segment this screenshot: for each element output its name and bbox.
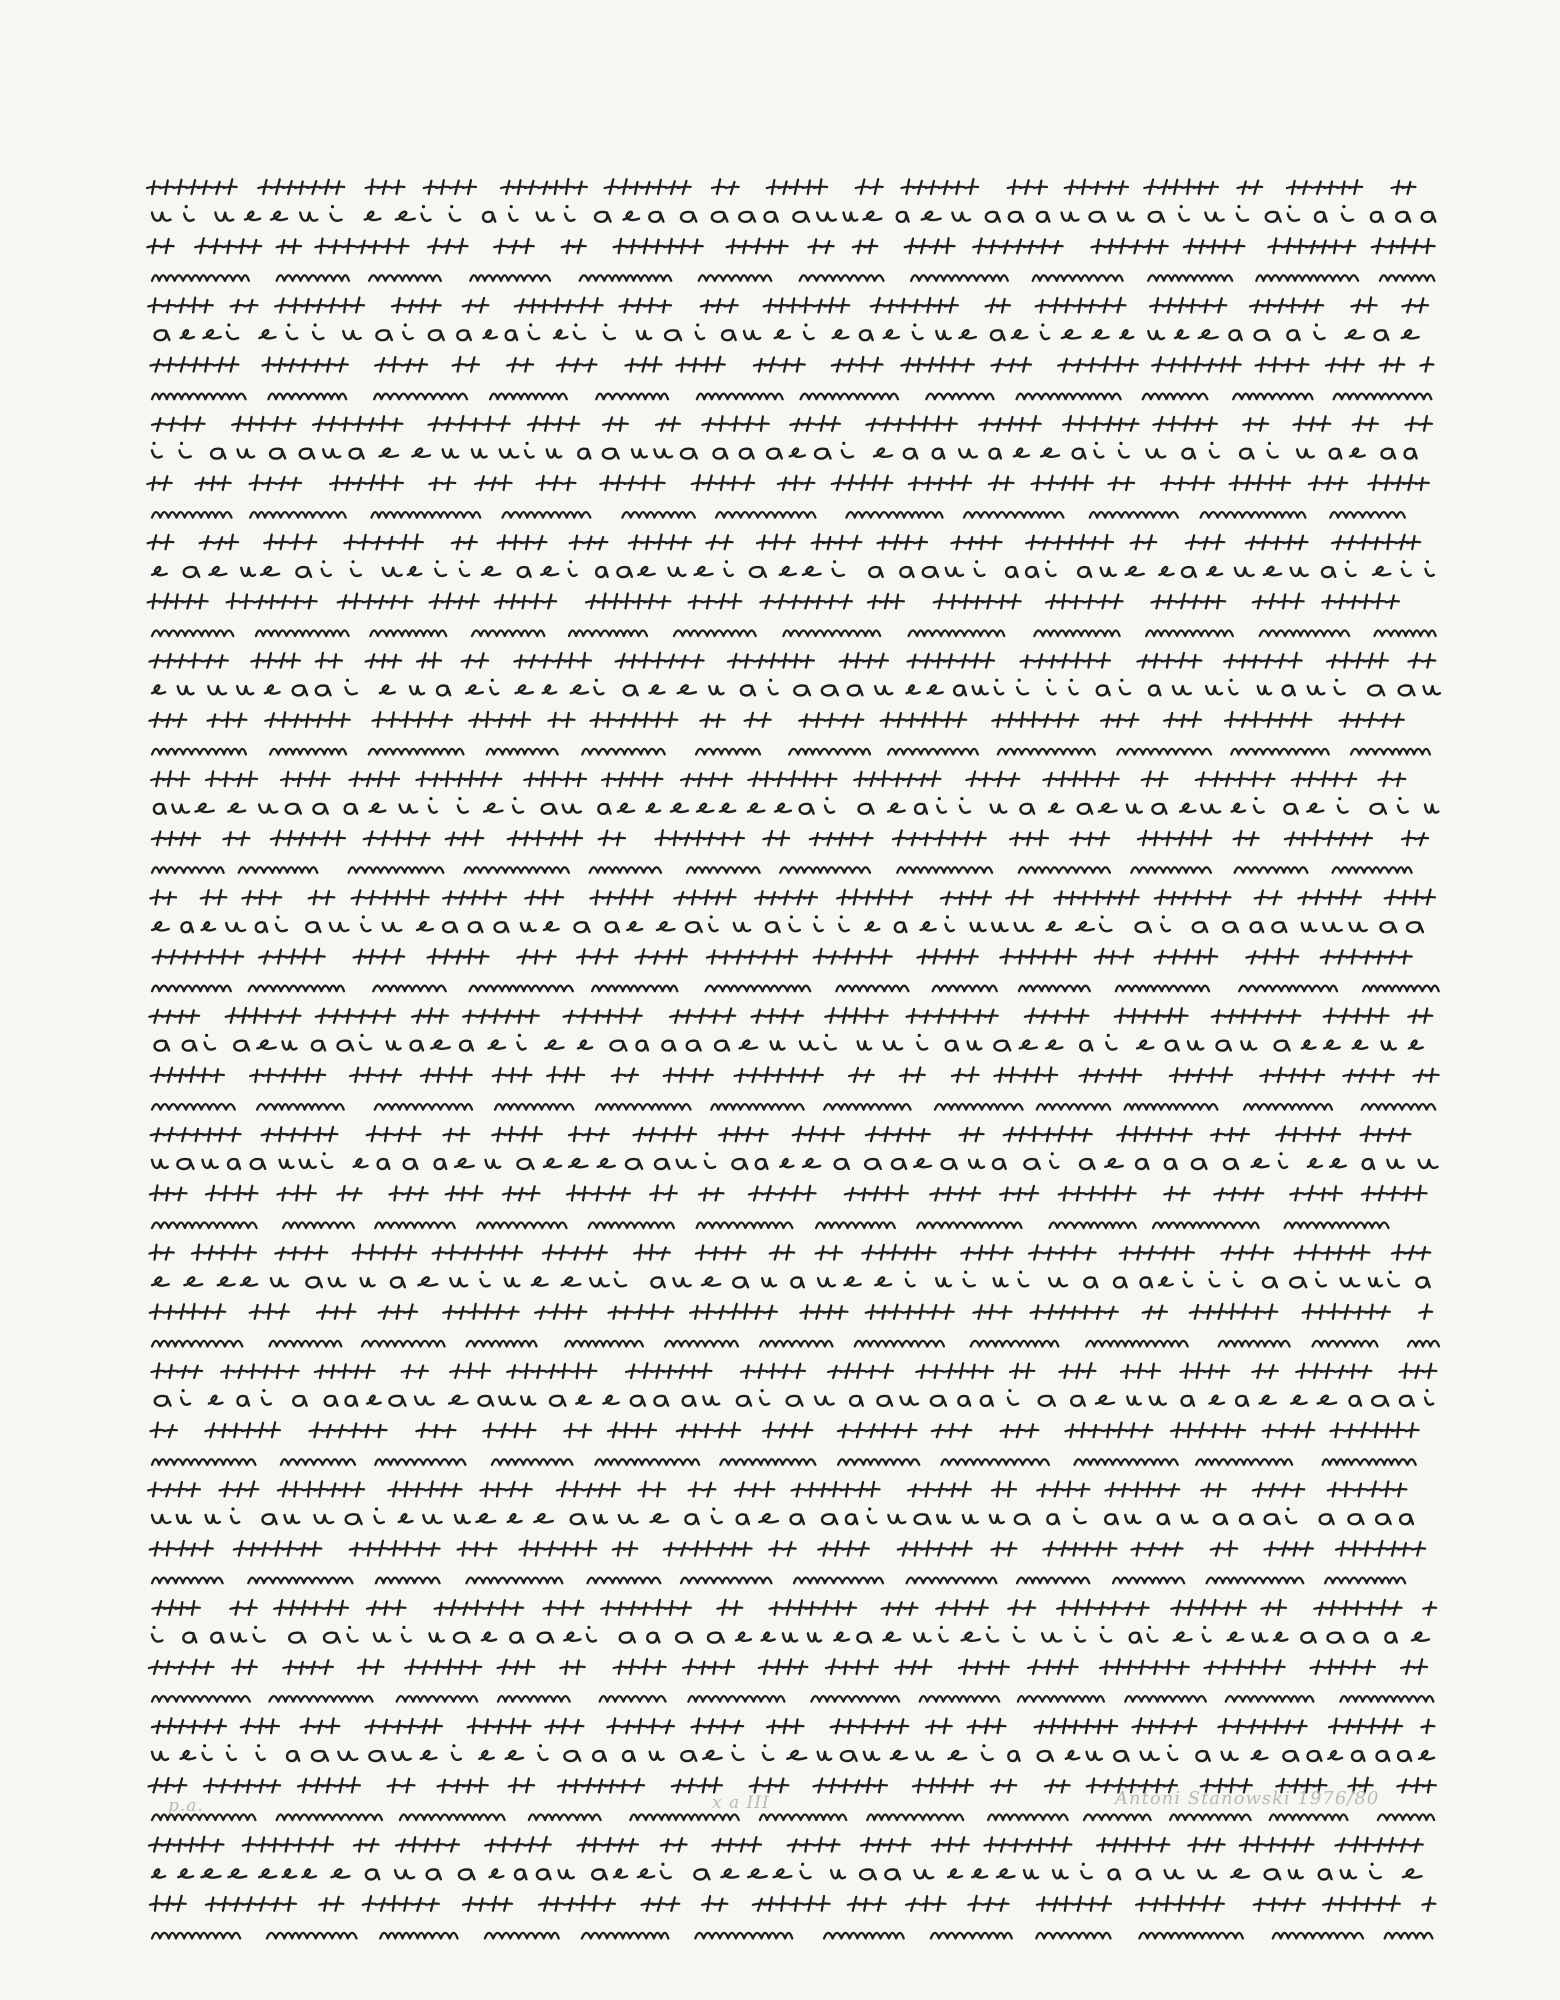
script-row-crosses [152, 1600, 1436, 1615]
script-row-vowels [152, 1507, 1413, 1524]
script-row-crosses [150, 1245, 1431, 1260]
script-row-vowels [152, 1152, 1438, 1169]
script-row-crosses [150, 1185, 1427, 1200]
edition-number: p.a. [168, 1796, 204, 1816]
script-row-crosses [151, 1126, 1411, 1141]
script-row-crosses [150, 653, 1436, 668]
script-row-vowels [155, 1389, 1433, 1406]
script-row-crosses [150, 1541, 1426, 1556]
script-row-waves [152, 986, 1439, 992]
script-row-waves [152, 631, 1436, 637]
script-row-crosses [147, 238, 1434, 253]
script-row-waves [152, 1341, 1439, 1347]
script-row-crosses [147, 179, 1416, 194]
script-row-waves [152, 1223, 1389, 1229]
script-row-crosses [150, 889, 1435, 904]
script-row-vowels [152, 1744, 1434, 1761]
artist-signature: Antoni Stanowski 1976/80 [1115, 1788, 1380, 1809]
script-row-waves [152, 1696, 1433, 1702]
script-row-waves [152, 867, 1412, 873]
script-row-crosses [150, 1304, 1432, 1319]
script-row-crosses [152, 1363, 1437, 1378]
script-row-vowels [152, 1626, 1429, 1643]
script-row-crosses [149, 1837, 1423, 1852]
script-row-crosses [148, 1481, 1406, 1496]
script-row-vowels [152, 560, 1434, 577]
script-row-vowels [152, 442, 1417, 459]
script-row-vowels [152, 205, 1435, 222]
script-row-crosses [150, 357, 1433, 372]
script-row-waves [152, 749, 1430, 755]
script-row-waves [152, 394, 1431, 400]
script-row-waves [152, 1459, 1416, 1465]
script-row-crosses [149, 712, 1403, 727]
script-row-crosses [149, 1659, 1427, 1674]
script-row-vowels [155, 1034, 1423, 1051]
script-row-waves [152, 1815, 1434, 1821]
script-row-crosses [148, 593, 1399, 608]
script-row-crosses [148, 297, 1428, 312]
script-row-waves [152, 1933, 1432, 1939]
script-row-crosses [152, 1718, 1435, 1733]
script-row-crosses [151, 771, 1405, 786]
script-row-crosses [149, 1008, 1432, 1023]
script-row-waves [152, 1104, 1435, 1110]
script-row-crosses [152, 830, 1428, 845]
script-row-vowels [155, 323, 1419, 340]
script-row-crosses [148, 534, 1421, 549]
script-row-crosses [151, 1067, 1439, 1082]
script-row-crosses [151, 1422, 1419, 1437]
script-row-vowels [152, 1271, 1430, 1288]
script-row-crosses [153, 949, 1412, 964]
script-row-waves [152, 275, 1434, 281]
script-row-crosses [152, 416, 1432, 431]
script-row-crosses [147, 475, 1429, 490]
script-row-vowels [152, 915, 1423, 932]
script-row-vowels [152, 679, 1440, 696]
script-row-waves [152, 1578, 1405, 1584]
print-designation: x a III [712, 1793, 770, 1813]
script-row-waves [152, 512, 1405, 518]
script-row-vowels [152, 1863, 1421, 1880]
script-row-vowels [154, 797, 1438, 814]
script-row-crosses [150, 1896, 1436, 1911]
